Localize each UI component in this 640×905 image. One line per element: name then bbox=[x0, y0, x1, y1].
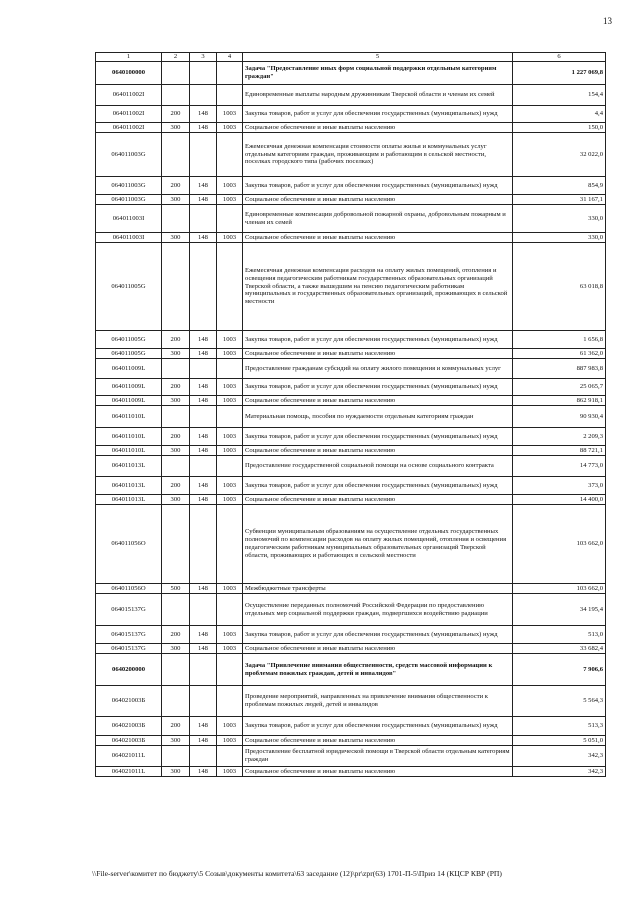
cell-expense-type: 200 bbox=[162, 379, 190, 396]
cell-expense-type bbox=[162, 406, 190, 428]
cell-section bbox=[217, 594, 243, 626]
table-body bbox=[96, 62, 606, 777]
table-row bbox=[96, 584, 606, 594]
cell-amount: 63 018,8 bbox=[513, 243, 606, 331]
cell-section bbox=[217, 359, 243, 379]
cell-target-code: 0640200000 bbox=[96, 654, 162, 686]
cell-target-code: 064011013L bbox=[96, 495, 162, 505]
table-row bbox=[96, 233, 606, 243]
column-number-row bbox=[96, 53, 606, 62]
table-row bbox=[96, 717, 606, 736]
cell-department bbox=[190, 746, 217, 767]
cell-section: 1003 bbox=[217, 233, 243, 243]
cell-department: 148 bbox=[190, 396, 217, 406]
table-row bbox=[96, 594, 606, 626]
cell-amount: 103 662,0 bbox=[513, 505, 606, 584]
cell-section bbox=[217, 406, 243, 428]
cell-target-code: 064011013L bbox=[96, 456, 162, 477]
cell-description: Закупка товаров, работ и услуг для обеспечения государственных (муниципальных) нужд bbox=[243, 477, 513, 495]
cell-expense-type bbox=[162, 62, 190, 85]
table-row bbox=[96, 746, 606, 767]
table-row bbox=[96, 133, 606, 177]
cell-expense-type bbox=[162, 505, 190, 584]
cell-section: 1003 bbox=[217, 767, 243, 777]
cell-section: 1003 bbox=[217, 495, 243, 505]
table-row bbox=[96, 205, 606, 233]
table-row bbox=[96, 654, 606, 686]
cell-department: 148 bbox=[190, 123, 217, 133]
cell-description: Социальное обеспечение и иные выплаты населению bbox=[243, 446, 513, 456]
cell-section bbox=[217, 62, 243, 85]
cell-department: 148 bbox=[190, 767, 217, 777]
cell-amount: 373,0 bbox=[513, 477, 606, 495]
cell-expense-type bbox=[162, 654, 190, 686]
cell-expense-type: 300 bbox=[162, 195, 190, 205]
cell-description: Задача "Предоставление иных форм социальной поддержки отдельным категориям граждан" bbox=[243, 62, 513, 85]
column-number: 3 bbox=[190, 53, 217, 62]
cell-department: 148 bbox=[190, 644, 217, 654]
cell-amount: 5 564,3 bbox=[513, 686, 606, 717]
table-row bbox=[96, 331, 606, 349]
cell-section bbox=[217, 686, 243, 717]
cell-amount: 88 721,1 bbox=[513, 446, 606, 456]
cell-expense-type bbox=[162, 85, 190, 106]
cell-section bbox=[217, 654, 243, 686]
cell-amount: 862 918,1 bbox=[513, 396, 606, 406]
cell-target-code: 064021003Б bbox=[96, 736, 162, 746]
cell-section: 1003 bbox=[217, 644, 243, 654]
cell-section: 1003 bbox=[217, 177, 243, 195]
cell-section bbox=[217, 205, 243, 233]
cell-expense-type: 300 bbox=[162, 396, 190, 406]
cell-department bbox=[190, 406, 217, 428]
cell-amount: 1 227 069,8 bbox=[513, 62, 606, 85]
cell-target-code: 064011003I bbox=[96, 233, 162, 243]
cell-expense-type bbox=[162, 359, 190, 379]
cell-expense-type bbox=[162, 746, 190, 767]
cell-description: Социальное обеспечение и иные выплаты населению bbox=[243, 396, 513, 406]
cell-amount: 513,0 bbox=[513, 626, 606, 644]
cell-section: 1003 bbox=[217, 626, 243, 644]
cell-expense-type: 300 bbox=[162, 233, 190, 243]
cell-department: 148 bbox=[190, 736, 217, 746]
cell-department bbox=[190, 686, 217, 717]
cell-target-code: 064011056O bbox=[96, 584, 162, 594]
cell-expense-type: 300 bbox=[162, 495, 190, 505]
cell-expense-type bbox=[162, 133, 190, 177]
cell-department: 148 bbox=[190, 177, 217, 195]
cell-department: 148 bbox=[190, 233, 217, 243]
cell-target-code: 064011010L bbox=[96, 428, 162, 446]
cell-expense-type: 200 bbox=[162, 331, 190, 349]
cell-amount: 14 400,0 bbox=[513, 495, 606, 505]
cell-description: Предоставление бесплатной юридической помощи в Тверской области отдельным категориям граждан bbox=[243, 746, 513, 767]
cell-section: 1003 bbox=[217, 736, 243, 746]
table-row bbox=[96, 626, 606, 644]
table-row bbox=[96, 477, 606, 495]
cell-target-code: 064011003G bbox=[96, 177, 162, 195]
table-row bbox=[96, 359, 606, 379]
cell-amount: 330,0 bbox=[513, 233, 606, 243]
cell-amount: 150,0 bbox=[513, 123, 606, 133]
cell-expense-type bbox=[162, 594, 190, 626]
cell-description: Закупка товаров, работ и услуг для обеспечения государственных (муниципальных) нужд bbox=[243, 106, 513, 123]
cell-description: Закупка товаров, работ и услуг для обеспечения государственных (муниципальных) нужд bbox=[243, 379, 513, 396]
cell-department bbox=[190, 133, 217, 177]
cell-department: 148 bbox=[190, 495, 217, 505]
cell-section: 1003 bbox=[217, 123, 243, 133]
cell-department: 148 bbox=[190, 106, 217, 123]
cell-amount: 4,4 bbox=[513, 106, 606, 123]
table-row bbox=[96, 446, 606, 456]
cell-section: 1003 bbox=[217, 349, 243, 359]
cell-target-code: 064011005G bbox=[96, 331, 162, 349]
cell-department: 148 bbox=[190, 584, 217, 594]
cell-section: 1003 bbox=[217, 584, 243, 594]
cell-department bbox=[190, 654, 217, 686]
cell-description: Социальное обеспечение и иные выплаты населению bbox=[243, 644, 513, 654]
table-row bbox=[96, 243, 606, 331]
cell-amount: 2 209,3 bbox=[513, 428, 606, 446]
cell-description: Социальное обеспечение и иные выплаты населению bbox=[243, 233, 513, 243]
cell-expense-type bbox=[162, 205, 190, 233]
budget-table bbox=[95, 52, 606, 777]
cell-section: 1003 bbox=[217, 195, 243, 205]
table-row bbox=[96, 767, 606, 777]
cell-amount: 61 362,0 bbox=[513, 349, 606, 359]
cell-description: Социальное обеспечение и иные выплаты населению bbox=[243, 195, 513, 205]
cell-amount: 887 983,8 bbox=[513, 359, 606, 379]
cell-description: Материальная помощь, пособия по нуждаемости отдельным категориям граждан bbox=[243, 406, 513, 428]
cell-description: Закупка товаров, работ и услуг для обеспечения государственных (муниципальных) нужд bbox=[243, 626, 513, 644]
cell-description: Социальное обеспечение и иные выплаты населению bbox=[243, 123, 513, 133]
cell-department: 148 bbox=[190, 195, 217, 205]
cell-amount: 1 656,8 bbox=[513, 331, 606, 349]
cell-expense-type bbox=[162, 686, 190, 717]
cell-expense-type: 500 bbox=[162, 584, 190, 594]
cell-department bbox=[190, 205, 217, 233]
cell-expense-type: 300 bbox=[162, 736, 190, 746]
cell-description: Социальное обеспечение и иные выплаты населению bbox=[243, 349, 513, 359]
cell-target-code: 064011002I bbox=[96, 85, 162, 106]
cell-section: 1003 bbox=[217, 396, 243, 406]
cell-section bbox=[217, 456, 243, 477]
cell-target-code: 064011009L bbox=[96, 396, 162, 406]
cell-department: 148 bbox=[190, 717, 217, 736]
table-row bbox=[96, 195, 606, 205]
cell-expense-type: 300 bbox=[162, 123, 190, 133]
column-number: 1 bbox=[96, 53, 162, 62]
cell-target-code: 064015137G bbox=[96, 594, 162, 626]
cell-target-code: 064011013L bbox=[96, 477, 162, 495]
cell-expense-type bbox=[162, 456, 190, 477]
cell-expense-type bbox=[162, 243, 190, 331]
cell-target-code: 0640100000 bbox=[96, 62, 162, 85]
cell-expense-type: 200 bbox=[162, 626, 190, 644]
cell-department: 148 bbox=[190, 379, 217, 396]
cell-target-code: 064011005G bbox=[96, 243, 162, 331]
cell-section bbox=[217, 243, 243, 331]
cell-section bbox=[217, 133, 243, 177]
cell-section: 1003 bbox=[217, 106, 243, 123]
table-row bbox=[96, 379, 606, 396]
cell-target-code: 064021003Б bbox=[96, 686, 162, 717]
cell-department: 148 bbox=[190, 428, 217, 446]
cell-expense-type: 300 bbox=[162, 767, 190, 777]
cell-section: 1003 bbox=[217, 331, 243, 349]
cell-target-code: 064011002I bbox=[96, 106, 162, 123]
table-row bbox=[96, 177, 606, 195]
cell-department: 148 bbox=[190, 331, 217, 349]
column-number: 6 bbox=[513, 53, 606, 62]
cell-section: 1003 bbox=[217, 717, 243, 736]
cell-description: Осуществление переданных полномочий Российской Федерации по предоставлению отдельных мер социальной поддержки граждан, подвергшихся воздействию радиации bbox=[243, 594, 513, 626]
cell-amount: 25 065,7 bbox=[513, 379, 606, 396]
cell-amount: 103 662,0 bbox=[513, 584, 606, 594]
cell-department bbox=[190, 243, 217, 331]
cell-target-code: 064021003Б bbox=[96, 717, 162, 736]
cell-description: Социальное обеспечение и иные выплаты населению bbox=[243, 495, 513, 505]
cell-amount: 330,0 bbox=[513, 205, 606, 233]
cell-expense-type: 300 bbox=[162, 349, 190, 359]
table-row bbox=[96, 396, 606, 406]
cell-description: Социальное обеспечение и иные выплаты населению bbox=[243, 736, 513, 746]
cell-description: Проведение мероприятий, направленных на привлечение внимания общественности к проблемам пожилых людей, детей и инвалидов bbox=[243, 686, 513, 717]
cell-department bbox=[190, 62, 217, 85]
cell-department bbox=[190, 456, 217, 477]
table-row bbox=[96, 106, 606, 123]
column-number: 4 bbox=[217, 53, 243, 62]
cell-department bbox=[190, 505, 217, 584]
cell-description: Единовременные выплаты народным дружинникам Тверской области и членам их семей bbox=[243, 85, 513, 106]
column-number: 5 bbox=[243, 53, 513, 62]
table-row bbox=[96, 495, 606, 505]
cell-description: Предоставление государственной социальной помощи на основе социального контракта bbox=[243, 456, 513, 477]
cell-amount: 5 051,0 bbox=[513, 736, 606, 746]
cell-expense-type: 200 bbox=[162, 106, 190, 123]
cell-description: Предоставление гражданам субсидий на оплату жилого помещения и коммунальных услуг bbox=[243, 359, 513, 379]
cell-amount: 31 167,1 bbox=[513, 195, 606, 205]
file-path-footer: \\File-server\комитет по бюджету\5 Созыв\документы комитета\63 заседание (12)\pr\zpr(63) 1701-П-5\Приз 14 (КЦСР КВР (РП) bbox=[92, 869, 502, 878]
cell-department bbox=[190, 359, 217, 379]
cell-amount: 34 195,4 bbox=[513, 594, 606, 626]
table-row bbox=[96, 62, 606, 85]
cell-target-code: 064015137G bbox=[96, 626, 162, 644]
cell-section: 1003 bbox=[217, 428, 243, 446]
cell-target-code: 064015137G bbox=[96, 644, 162, 654]
cell-description: Закупка товаров, работ и услуг для обеспечения государственных (муниципальных) нужд bbox=[243, 331, 513, 349]
cell-target-code: 064021011L bbox=[96, 767, 162, 777]
cell-target-code: 064011003G bbox=[96, 195, 162, 205]
cell-description: Ежемесячная денежная компенсация стоимости оплаты жилья и коммунальных услуг отдельным категориям граждан, проживающим и работающим в сельской местности, поселках городского типа (рабочих поселках) bbox=[243, 133, 513, 177]
cell-description: Единовременные компенсации добровольной пожарной охраны, добровольным пожарным и членам их семей bbox=[243, 205, 513, 233]
cell-target-code: 064011002I bbox=[96, 123, 162, 133]
cell-description: Закупка товаров, работ и услуг для обеспечения государственных (муниципальных) нужд bbox=[243, 428, 513, 446]
cell-amount: 32 022,0 bbox=[513, 133, 606, 177]
cell-target-code: 064011056O bbox=[96, 505, 162, 584]
table-row bbox=[96, 85, 606, 106]
cell-section: 1003 bbox=[217, 477, 243, 495]
cell-description: Ежемесячная денежная компенсация расходов на оплату жилых помещений, отопления и освещения педагогическим работникам государственных образовательных организаций Тверской области, а также вышедшим на пенсию педагогическим работникам муниципальных и государственных образовательных организаций, проживающих в сельской местности bbox=[243, 243, 513, 331]
cell-amount: 513,3 bbox=[513, 717, 606, 736]
table-row bbox=[96, 123, 606, 133]
cell-section bbox=[217, 505, 243, 584]
table-row bbox=[96, 406, 606, 428]
table-row bbox=[96, 349, 606, 359]
cell-department: 148 bbox=[190, 349, 217, 359]
cell-description: Закупка товаров, работ и услуг для обеспечения государственных (муниципальных) нужд bbox=[243, 717, 513, 736]
table-row bbox=[96, 686, 606, 717]
cell-expense-type: 200 bbox=[162, 428, 190, 446]
cell-description: Межбюджетные трансферты bbox=[243, 584, 513, 594]
cell-amount: 854,9 bbox=[513, 177, 606, 195]
cell-amount: 154,4 bbox=[513, 85, 606, 106]
cell-description: Задача "Привлечение внимания общественности, средств массовой информации к проблемам пожилых граждан, детей и инвалидов" bbox=[243, 654, 513, 686]
table-row bbox=[96, 644, 606, 654]
cell-target-code: 064011010L bbox=[96, 406, 162, 428]
cell-target-code: 064011003G bbox=[96, 133, 162, 177]
cell-target-code: 064011005G bbox=[96, 349, 162, 359]
cell-target-code: 064011009L bbox=[96, 379, 162, 396]
cell-department: 148 bbox=[190, 626, 217, 644]
cell-section: 1003 bbox=[217, 379, 243, 396]
cell-amount: 342,3 bbox=[513, 746, 606, 767]
cell-expense-type: 300 bbox=[162, 644, 190, 654]
cell-description: Субвенции муниципальным образованиям на осуществление отдельных государственных полномочий по компенсации расходов на оплату жилых помещений, отопления и освещения педагогическим работникам муниципальных образовательных организаций Тверской области, проживающих и работающих в сельской местности bbox=[243, 505, 513, 584]
table-row bbox=[96, 736, 606, 746]
page-number: 13 bbox=[603, 16, 612, 26]
cell-target-code: 064021011L bbox=[96, 746, 162, 767]
cell-section bbox=[217, 746, 243, 767]
cell-description: Социальное обеспечение и иные выплаты населению bbox=[243, 767, 513, 777]
cell-section bbox=[217, 85, 243, 106]
table-row bbox=[96, 456, 606, 477]
cell-description: Закупка товаров, работ и услуг для обеспечения государственных (муниципальных) нужд bbox=[243, 177, 513, 195]
cell-amount: 90 930,4 bbox=[513, 406, 606, 428]
cell-department: 148 bbox=[190, 446, 217, 456]
cell-target-code: 064011009L bbox=[96, 359, 162, 379]
cell-target-code: 064011003I bbox=[96, 205, 162, 233]
column-number: 2 bbox=[162, 53, 190, 62]
table-row bbox=[96, 505, 606, 584]
cell-section: 1003 bbox=[217, 446, 243, 456]
cell-expense-type: 200 bbox=[162, 177, 190, 195]
cell-amount: 33 682,4 bbox=[513, 644, 606, 654]
cell-target-code: 064011010L bbox=[96, 446, 162, 456]
cell-amount: 14 773,0 bbox=[513, 456, 606, 477]
cell-expense-type: 200 bbox=[162, 477, 190, 495]
cell-amount: 7 906,6 bbox=[513, 654, 606, 686]
cell-expense-type: 200 bbox=[162, 717, 190, 736]
cell-amount: 342,3 bbox=[513, 767, 606, 777]
cell-expense-type: 300 bbox=[162, 446, 190, 456]
table-row bbox=[96, 428, 606, 446]
cell-department bbox=[190, 85, 217, 106]
cell-department: 148 bbox=[190, 477, 217, 495]
cell-department bbox=[190, 594, 217, 626]
